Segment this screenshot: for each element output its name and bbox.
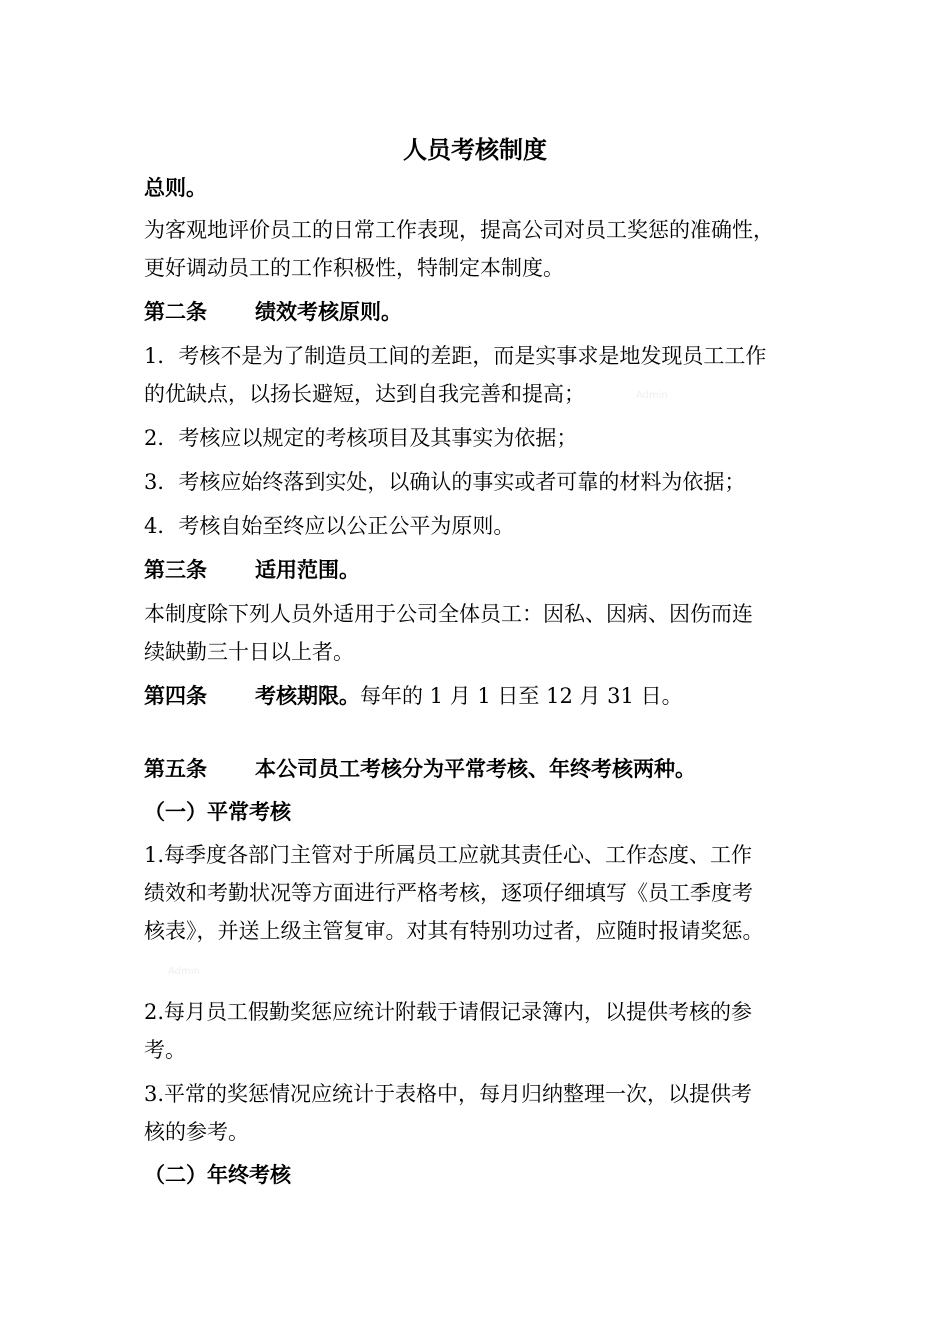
watermark-text-2: Admin [168, 966, 200, 977]
article3-heading-row [144, 555, 844, 585]
article2-heading-row [144, 297, 844, 327]
article2-heading: 绩效考核原则。 [255, 299, 402, 324]
section1-heading: （一）平常考核 [144, 799, 291, 824]
article3-body-line-1: 本制度除下列人员外适用于公司全体员工：因私、因病、因伤而连 [144, 602, 753, 626]
section1-item3-line-1: 3.平常的奖惩情况应统计于表格中，每月归纳整理一次，以提供考 [144, 1082, 753, 1106]
article4-label: 第四条 [144, 683, 207, 708]
article3-heading: 适用范围。 [255, 557, 360, 582]
article5-heading-row [144, 754, 844, 784]
article2-item-1a: 1．考核不是为了制造员工间的差距，而是实事求是地发现员工工作 [144, 344, 767, 368]
general-body-line-2: 更好调动员工的工作积极性，特制定本制度。 [144, 256, 564, 280]
article2-item-3: 3．考核应始终落到实处，以确认的事实或者可靠的材料为依据； [144, 470, 746, 494]
article3-label: 第三条 [144, 557, 207, 582]
article2-label: 第二条 [144, 299, 207, 324]
section1-item2-line-1: 2.每月员工假勤奖惩应统计附载于请假记录簿内，以提供考核的参 [144, 1000, 753, 1024]
article2-item-1b: 的优缺点，以扬长避短，达到自我完善和提高； [144, 382, 585, 406]
article4-row [144, 681, 844, 711]
general-heading: 总则。 [144, 175, 207, 200]
article5-heading: 本公司员工考核分为平常考核、年终考核两种。 [255, 756, 696, 781]
document-title: 人员考核制度 [403, 135, 547, 164]
article5-label: 第五条 [144, 756, 207, 781]
section1-item1-line-2: 绩效和考勤状况等方面进行严格考核，逐项仔细填写《员工季度考 [144, 881, 753, 905]
article4-heading: 考核期限。 [255, 683, 360, 708]
section1-item1-line-1: 1.每季度各部门主管对于所属员工应就其责任心、工作态度、工作 [144, 843, 753, 867]
section1-item1-line-3: 核表》，并送上级主管复审。对其有特别功过者，应随时报请奖惩。 [144, 919, 764, 943]
section2-heading: （二）年终考核 [144, 1162, 291, 1187]
article2-item-2: 2．考核应以规定的考核项目及其事实为依据； [144, 426, 578, 450]
article4-body: 每年的 1 月 1 日至 12 月 31 日。 [360, 684, 683, 708]
general-body-line-1: 为客观地评价员工的日常工作表现，提高公司对员工奖惩的准确性， [144, 218, 774, 242]
watermark-text: Admin [636, 390, 668, 401]
article2-item-4: 4．考核自始至终应以公正公平为原则。 [144, 514, 515, 538]
section1-item3-line-2: 核的参考。 [144, 1120, 249, 1144]
article3-body-line-2: 续缺勤三十日以上者。 [144, 640, 354, 664]
section1-item2-line-2: 考。 [144, 1038, 186, 1062]
